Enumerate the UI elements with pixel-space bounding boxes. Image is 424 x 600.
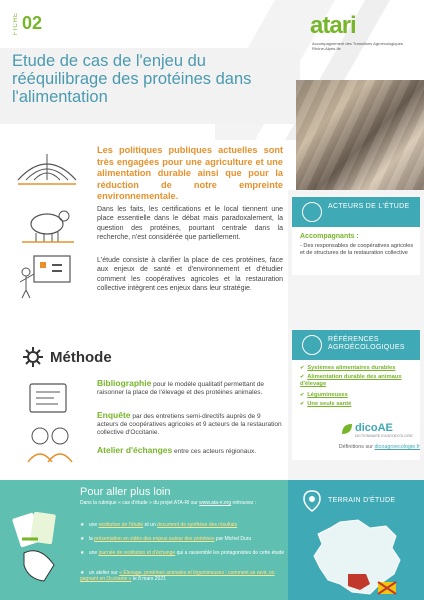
- intro-highlight: Les politiques publiques actuelles sont très engagées pour une agriculture et une alimentation durable ainsi que pour la réduction de notre empreinte environnementale.: [97, 145, 283, 201]
- resource-link[interactable]: journée de restitution et d'échange: [98, 550, 176, 556]
- fiche-label: FICHE: [13, 12, 19, 35]
- method-item-bibliographie: [97, 379, 283, 397]
- fiche-number: 02: [22, 13, 43, 33]
- accompagnants-text: - Des responsables de coopératives agricoles et de structures de la restauration collective: [300, 243, 414, 256]
- method-title: Méthode: [50, 349, 112, 366]
- definitions-line: [300, 444, 420, 450]
- method-item-atelier: [97, 446, 283, 456]
- method-illustration-icon: [22, 378, 78, 468]
- ref-link-alimentation[interactable]: ✔ Alimentation durable des animaux d'élevage: [300, 374, 418, 388]
- method-gear-icon: [22, 346, 44, 368]
- dico-subtitle: DICTIONNAIRE D'AGROECOLOGIE: [355, 434, 413, 438]
- people-icon: [302, 202, 322, 222]
- resource-prefix: une: [88, 550, 99, 556]
- resource-mid: par Michel Duru: [214, 536, 252, 542]
- photo-texture: [296, 80, 424, 190]
- acteurs-header: [292, 197, 420, 227]
- method-key: Enquête: [97, 410, 131, 420]
- logo-wordmark: atari: [310, 12, 356, 39]
- intro-paragraph-2: L'étude consiste à clarifier la place de ces protéines, face aux enjeux de santé et d'environnement et d'étudier comment les coopératives agricoles et la restauration collective intègrent ces enjeux dans leur stratégie.: [97, 257, 283, 293]
- acteurs-title: ACTEURS DE L'ÉTUDE: [328, 203, 410, 210]
- logo-subtitle: Accompagnement des Transitions Agroécologiques Rhône-Alpes-Ile: [312, 41, 403, 51]
- resource-link[interactable]: présentation en vidéo des enjeux autour des protéines: [94, 536, 215, 542]
- resource-link[interactable]: « Élevage, protéines animales et légumineuses : comment se ravir, on gagnant en Occitanie »: [80, 570, 275, 582]
- references-title: RÉFÉRENCES AGROÉCOLOGIQUES: [328, 336, 405, 351]
- method-text: pour le modèle qualitatif permettant de raisonner la place de l'élevage et des protéines animales.: [97, 381, 265, 396]
- presentation-illustration-icon: [16, 250, 78, 302]
- book-icon: [302, 335, 322, 355]
- resource-mid: le 8 mars 2021: [131, 576, 166, 582]
- terrain-title: TERRAIN D'ÉTUDE: [328, 497, 396, 504]
- resource-item: [80, 550, 285, 556]
- resource-item: [80, 570, 285, 582]
- plus-subtitle: [80, 500, 280, 506]
- accompagnants-title: Accompagnants :: [300, 233, 359, 240]
- resource-prefix: un atelier sur: [88, 570, 120, 576]
- resource-prefix: une: [88, 522, 99, 528]
- method-key: Bibliographie: [97, 378, 152, 388]
- page-title: Etude de cas de l'enjeu du rééquilibrage des protéines dans l'alimentation: [12, 52, 252, 106]
- cards-illustration-icon: [10, 505, 72, 585]
- resource-mid: et un: [143, 522, 158, 528]
- method-text: par des entretiens semi-directifs auprès de 9 acteurs de coopératives agricoles et 9 acteurs de la restauration collective d'Occitanie.: [97, 413, 282, 436]
- resource-link[interactable]: document de synthèse des résultats: [157, 522, 238, 528]
- dico-logo: dicoAE: [355, 422, 393, 434]
- intro-paragraph-1: Dans les faits, les certifications et le local tiennent une place essentielle dans le débat mais paradoxalement, la question des protéines, pourtant centrale dans la recherche, n'est considérée que partiellement.: [97, 206, 283, 242]
- resource-prefix: la: [88, 536, 95, 542]
- ref-link-une-seule-sante[interactable]: ✔ Une seule santé: [300, 401, 418, 408]
- resource-mid: qui a rassemblé les protagonistes de cette étude: [175, 550, 285, 556]
- resource-item: [80, 522, 285, 528]
- ref-link-legumineuses[interactable]: ✔ Légumineuses: [300, 392, 418, 399]
- map-pin-icon: [302, 490, 322, 512]
- method-text: entre ces acteurs régionaux.: [172, 448, 257, 455]
- animal-illustration-icon: [16, 196, 78, 248]
- resource-link[interactable]: restitution de l'étude: [98, 522, 144, 528]
- dico-leaf-icon: [340, 422, 354, 436]
- plus-sub-a: Dans la rubrique « cas d'étude » du projet ATA-RI sur: [80, 500, 200, 506]
- site-link[interactable]: www.ata-ri.org: [199, 500, 232, 506]
- method-item-enquete: [97, 411, 283, 437]
- field-illustration-icon: [16, 140, 78, 192]
- plus-sub-b: retrouvez :: [231, 500, 257, 506]
- france-map: [300, 518, 418, 598]
- method-key: Atelier d'échanges: [97, 445, 173, 455]
- references-header: [292, 330, 420, 360]
- logo: [310, 8, 414, 60]
- definitions-prefix: Définitions sur: [338, 444, 375, 450]
- dico-link[interactable]: dicoagroecologie.fr: [374, 444, 420, 450]
- ref-link-systemes[interactable]: ✔ Systèmes alimentaires durables: [300, 365, 418, 372]
- plus-title: Pour aller plus loin: [80, 486, 171, 498]
- resource-item: [80, 536, 285, 542]
